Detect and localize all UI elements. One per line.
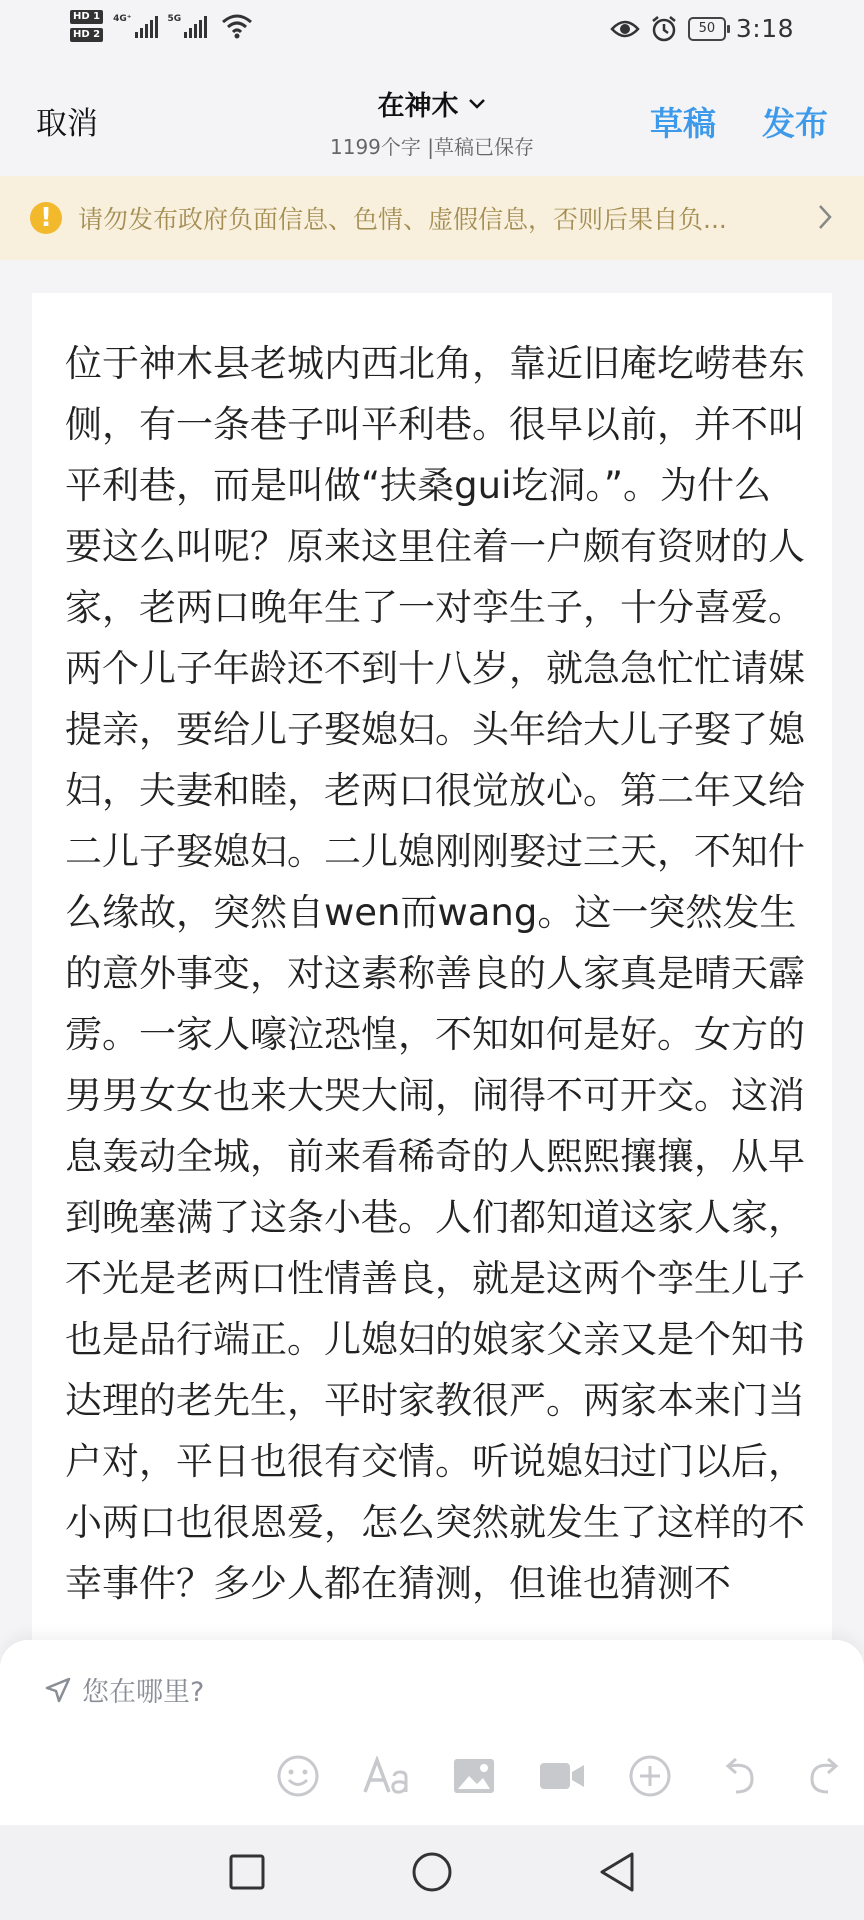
publish-button[interactable]: 发布 [762,104,828,143]
video-icon [538,1759,586,1793]
back-button[interactable] [592,1847,642,1897]
add-button[interactable] [626,1752,674,1800]
plus-circle-icon [627,1753,673,1799]
net2-label: 5G [167,14,182,24]
image-button[interactable] [450,1752,498,1800]
word-count-status: 1199个字 |草稿已保存 [330,135,534,159]
hd2-badge: HD 2 [70,28,103,42]
home-button[interactable] [407,1847,457,1897]
signal-4g [113,14,157,38]
editor-header [0,64,864,176]
circle-icon [411,1851,453,1893]
channel-title: 在神木 [377,91,459,122]
eye-icon [610,18,640,40]
square-icon [228,1853,266,1891]
status-left [70,10,253,42]
location-button[interactable] [44,1670,204,1709]
hd1-badge: HD 1 [70,10,103,24]
alarm-icon [650,15,678,43]
draft-button[interactable]: 草稿 [650,104,716,143]
image-icon [452,1757,496,1795]
chevron-right-icon [816,202,834,232]
text-format-icon [362,1756,410,1796]
status-bar [0,0,864,64]
format-toolbar [274,1752,850,1800]
location-text: 您在哪里? [82,1677,205,1708]
hd-indicators [70,10,103,42]
text-format-button[interactable] [362,1752,410,1800]
clock: 3:18 [735,14,794,43]
warning-text: 请勿发布政府负面信息、色情、虚假信息，否则后果自负... [78,205,727,234]
system-nav-bar [0,1825,864,1920]
signal-bars-icon [135,16,158,38]
chevron-down-icon [467,97,487,111]
content-editor[interactable] [32,293,832,1658]
title-block [0,84,864,160]
video-button[interactable] [538,1752,586,1800]
channel-selector[interactable] [378,84,487,123]
signal-bars-icon [184,16,207,38]
undo-icon [718,1756,758,1796]
undo-button[interactable] [714,1752,762,1800]
editor-text[interactable]: 位于神木县老城内西北角，靠近旧庵圪崂巷东侧，有一条巷子叫平利巷。很早以前，并不叫平利巷，而是叫做“扶桑gui圪洞。”。为什么要这么叫呢？原来这里住着一户颇有资财的人家，老两口晚年生了一对孪生子，十分喜爱。两个儿子年龄还不到十八岁，就急急忙忙请媒提亲，要给儿子娶媳妇。头年给大儿子娶了媳妇，夫妻和睦，老两口很觉放心。第二年又给二儿子娶媳妇。二儿媳刚刚娶过三天，不知什么缘故，突然自wen而wang。这一突然发生的意外事变，对这素称善良的人家真是晴天霹雳。一家人嚎泣恐惶，不知如何是好。女方的男男女女也来大哭大闹，闹得不可开交。这消息轰动全城，前来看稀奇的人熙熙攘攘，从早到晚塞满了这条小巷。人们都知道这家人家，不光是老两口性情善良，就是这两个孪生儿子也是品行端正。儿媳妇的娘家父亲又是个知书达理的老先生，平时家教很严。两家本来门当户对，平日也很有交情。听说媳妇过门以后，小两口也很恩爱，怎么突然就发生了这样的不幸事件？多少人都在猜测，但谁也猜测不 [65,342,805,1605]
location-arrow-icon [44,1676,72,1704]
emoji-icon [275,1753,321,1799]
redo-icon [806,1756,846,1796]
recents-button[interactable] [222,1847,272,1897]
warning-icon: ! [30,202,62,234]
status-right [610,14,794,43]
bottom-toolbar-panel [0,1640,864,1825]
net1-label: 4G⁺ [113,14,132,24]
triangle-back-icon [598,1851,636,1893]
battery-indicator: 50 [688,17,726,41]
warning-banner[interactable] [0,176,864,260]
cancel-button[interactable]: 取消 [36,106,98,142]
wifi-icon [221,13,253,39]
emoji-button[interactable] [274,1752,322,1800]
redo-button[interactable] [802,1752,850,1800]
signal-5g [168,14,208,38]
